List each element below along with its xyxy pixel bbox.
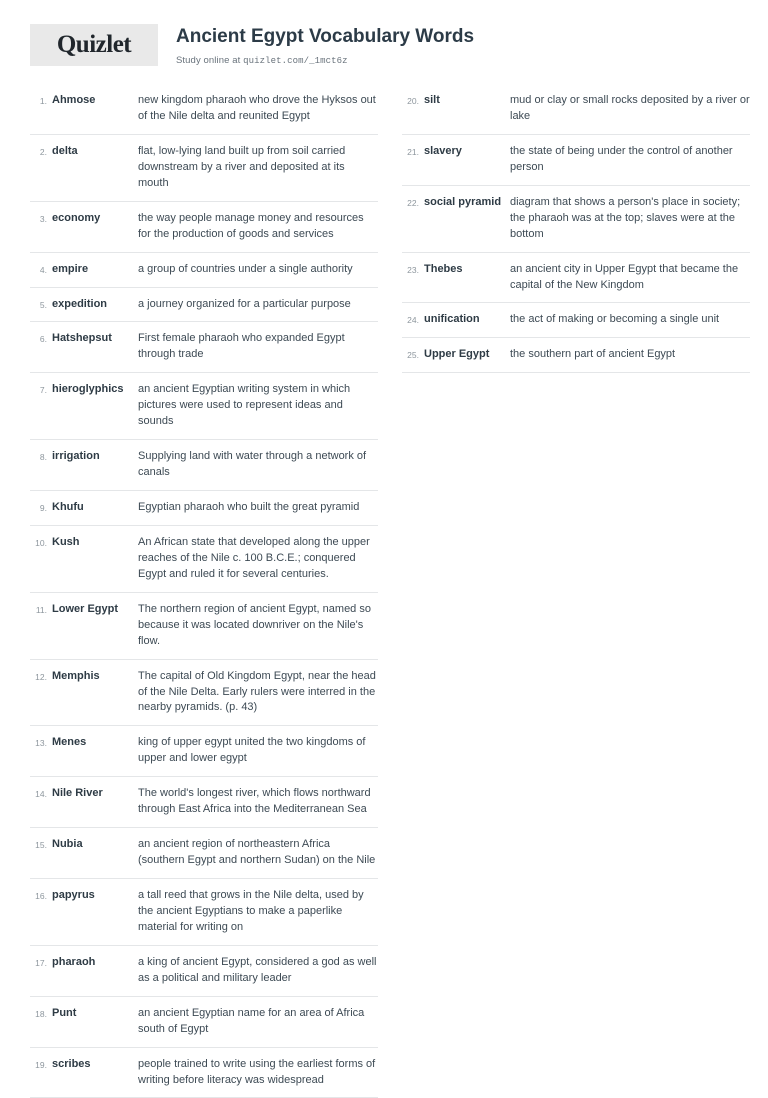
row-number: 21. <box>407 146 419 157</box>
term-label: unification <box>424 313 480 326</box>
row-number: 9. <box>39 503 47 513</box>
table-row <box>30 322 378 373</box>
definition-text: the way people manage money and resources for the production of goods and services <box>138 211 364 240</box>
definition-text: an ancient Egyptian name for an area of Africa south of Egypt <box>138 1006 365 1035</box>
term-label: Hatshepsut <box>52 332 112 345</box>
row-number: 17. <box>35 957 47 968</box>
row-number: 20. <box>407 96 419 106</box>
row-number: 12. <box>35 671 47 682</box>
study-online-line <box>176 55 474 66</box>
row-number: 1. <box>39 96 47 106</box>
row-number: 6. <box>39 334 47 345</box>
term-label: papyrus <box>52 889 95 901</box>
table-row <box>30 84 378 135</box>
page-title: Ancient Egypt Vocabulary Words <box>176 26 475 47</box>
table-row <box>30 491 378 526</box>
row-number: 8. <box>39 452 47 463</box>
table-row <box>30 660 378 727</box>
study-online-label: Study online at <box>176 54 241 66</box>
row-number: 15. <box>35 840 47 851</box>
row-number: 11. <box>35 604 47 615</box>
table-row <box>402 253 750 304</box>
definition-text: king of upper egypt united the two kingdoms of upper and lower egypt <box>138 736 366 765</box>
table-row <box>30 777 378 828</box>
term-label: Ahmose <box>52 94 96 106</box>
row-number: 19. <box>35 1059 47 1070</box>
table-row <box>30 202 378 253</box>
term-columns <box>30 84 750 1098</box>
definition-text: a journey organized for a particular purpose <box>138 297 351 310</box>
table-row <box>30 726 378 777</box>
term-label: social pyramid <box>424 195 502 208</box>
definition-text: mud or clay or small rocks deposited by a river or lake <box>510 94 750 122</box>
table-row <box>30 879 378 946</box>
table-row <box>30 440 378 491</box>
term-label: Nile River <box>52 787 103 800</box>
definition-text: Egyptian pharaoh who built the great pyramid <box>138 501 360 513</box>
table-row <box>30 593 378 660</box>
definition-text: an ancient region of northeastern Africa (southern Egypt and northern Sudan) on the Nile <box>138 838 376 867</box>
row-number: 10. <box>35 537 47 548</box>
definition-text: An African state that developed along the upper reaches of the Nile c. 100 B.C.E.; conquered Egypt and ruled it for several centuries. <box>138 535 370 580</box>
term-label: Memphis <box>52 669 100 682</box>
definition-text: an ancient city in Upper Egypt that became the capital of the New Kingdom <box>510 262 739 291</box>
definition-text: Supplying land with water through a network of canals <box>138 450 367 479</box>
row-number: 23. <box>407 264 419 275</box>
table-row <box>402 338 750 373</box>
study-online-url[interactable]: quizlet.com/_1mct6z <box>243 55 348 66</box>
table-row <box>30 828 378 879</box>
term-label: Lower Egypt <box>52 602 119 615</box>
definition-text: The capital of Old Kingdom Egypt, near the head of the Nile Delta. Early rulers were interred in the nearby pyramids. (p. 43) <box>138 669 376 714</box>
definition-text: the state of being under the control of another person <box>510 144 733 173</box>
table-row <box>30 1048 378 1098</box>
definition-text: First female pharaoh who expanded Egypt through trade <box>138 332 345 361</box>
title-block <box>176 24 474 66</box>
definition-text: flat, low-lying land built up from soil carried downstream by a river and deposited at its mouth <box>138 144 346 189</box>
row-number: 18. <box>35 1008 47 1019</box>
term-label: empire <box>52 262 89 275</box>
term-label: Nubia <box>52 838 83 851</box>
definition-text: an ancient Egyptian writing system in which pictures were used to represent ideas and sounds <box>138 383 351 428</box>
term-label: Punt <box>52 1006 77 1019</box>
table-row <box>402 186 750 253</box>
definition-text: a group of countries under a single authority <box>138 262 353 275</box>
term-label: Upper Egypt <box>424 348 490 361</box>
row-number: 3. <box>39 213 47 224</box>
left-column <box>30 84 378 1098</box>
table-row <box>30 135 378 202</box>
table-row <box>402 135 750 186</box>
term-label: slavery <box>424 144 462 157</box>
definition-text: the act of making or becoming a single unit <box>510 313 720 326</box>
table-row <box>30 946 378 997</box>
definition-text: diagram that shows a person's place in society; the pharaoh was at the top; slaves were at the bottom <box>510 195 741 240</box>
term-label: expedition <box>52 297 108 310</box>
row-number: 5. <box>39 299 47 310</box>
row-number: 2. <box>39 146 47 157</box>
definition-text: the southern part of ancient Egypt <box>510 348 676 361</box>
term-label: hieroglyphics <box>52 383 124 396</box>
row-number: 7. <box>39 385 47 396</box>
table-row <box>402 84 750 135</box>
term-label: silt <box>424 94 440 106</box>
row-number: 22. <box>407 197 419 208</box>
row-number: 24. <box>407 315 419 326</box>
row-number: 16. <box>35 891 47 901</box>
table-row <box>30 288 378 323</box>
term-label: delta <box>52 144 78 157</box>
quizlet-logo <box>30 24 158 66</box>
definition-text: The northern region of ancient Egypt, named so because it was located downriver on the Nile's flow. <box>138 602 371 647</box>
term-label: irrigation <box>52 450 100 463</box>
right-column <box>402 84 750 1098</box>
table-row <box>30 526 378 593</box>
term-label: Kush <box>52 535 80 548</box>
table-row <box>30 373 378 440</box>
logo-text: Quizlet <box>56 31 132 58</box>
term-label: pharaoh <box>52 955 96 968</box>
definition-text: The world's longest river, which flows northward through East Africa into the Mediterranean Sea <box>138 787 371 816</box>
row-number: 13. <box>35 738 47 749</box>
definition-text: a king of ancient Egypt, considered a god as well as a political and military leader <box>138 955 377 984</box>
term-label: Thebes <box>424 262 463 275</box>
table-row <box>30 997 378 1048</box>
definition-text: new kingdom pharaoh who drove the Hyksos out of the Nile delta and reunited Egypt <box>138 94 376 122</box>
term-label: economy <box>52 211 101 224</box>
row-number: 4. <box>39 264 47 275</box>
table-row <box>30 253 378 288</box>
table-row <box>402 303 750 338</box>
term-label: Khufu <box>52 501 84 513</box>
term-label: scribes <box>52 1057 91 1070</box>
definition-text: a tall reed that grows in the Nile delta, used by the ancient Egyptians to make a paperlike material for writing on <box>138 889 364 933</box>
term-label: Menes <box>52 736 87 749</box>
definition-text: people trained to write using the earliest forms of writing before literacy was widespread <box>138 1057 376 1086</box>
row-number: 14. <box>35 789 47 800</box>
document-header <box>30 24 738 74</box>
row-number: 25. <box>407 350 419 361</box>
